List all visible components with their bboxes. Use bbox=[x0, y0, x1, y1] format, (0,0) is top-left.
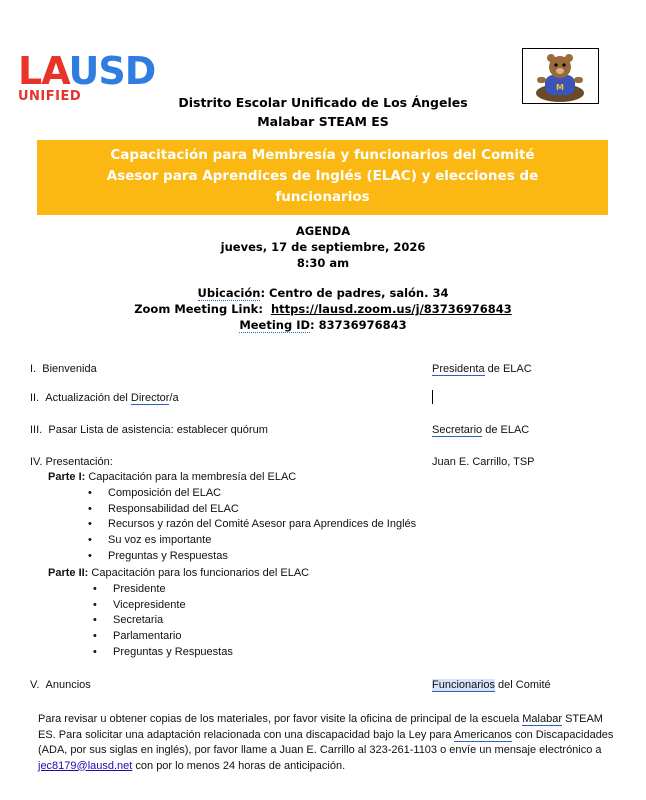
list-item: • Presidente bbox=[113, 583, 233, 599]
agenda-item-1: I. Bienvenida bbox=[30, 363, 97, 375]
banner-title: Capacitación para Membresía y funcionarios del Comité Asesor para Aprendices de Inglés (ELAC) y elecciones de funcionarios bbox=[106, 147, 539, 205]
agenda-item-4-responsible: Juan E. Carrillo, TSP bbox=[432, 456, 535, 468]
part1-heading: Parte I: Capacitación para la membresía del ELAC bbox=[48, 471, 297, 483]
meeting-id: Meeting ID: 83736976843 bbox=[239, 318, 407, 332]
zoom-link[interactable]: https://lausd.zoom.us/j/83736976843 bbox=[270, 302, 512, 316]
agenda-item-2: II. Actualización del Director/a bbox=[30, 392, 179, 404]
logo-unified: UNIFIED bbox=[18, 89, 82, 104]
list-item: • Parlamentario bbox=[113, 630, 233, 646]
list-item: • Composición del ELAC bbox=[108, 487, 416, 503]
part2-heading: Parte II: Capacitación para los funcionarios del ELAC bbox=[48, 567, 310, 579]
list-item: • Secretaria bbox=[113, 614, 233, 630]
agenda-item-5: V. Anuncios bbox=[30, 679, 91, 691]
part1-bullets bbox=[108, 487, 416, 565]
footer-paragraph: Para revisar u obtener copias de los materiales, por favor visite la oficina de principal de la escuela Malabar STEAM ES. Para solicitar una adaptación relacionada con una discapacidad bajo la Ley para Americanos con Discapacidades (ADA, por sus siglas en inglés), por favor llame a Juan E. Carrillo al 323-261-1103 o envíe un mensaje electrónico a jec8179@lausd.net con por lo menos 24 horas de anticipación. bbox=[38, 713, 614, 772]
school-name: Malabar STEAM ES bbox=[257, 114, 389, 129]
list-item: • Su voz es importante bbox=[108, 534, 416, 550]
contact-email-link[interactable]: jec8179@lausd.net bbox=[38, 759, 133, 772]
text-cursor bbox=[432, 390, 433, 404]
agenda-item-5-responsible: Funcionarios del Comité bbox=[432, 679, 551, 691]
agenda-item-4: IV. Presentación: bbox=[30, 456, 113, 468]
svg-text:M: M bbox=[556, 83, 564, 92]
part2-bullets bbox=[113, 583, 233, 661]
title-banner bbox=[37, 140, 608, 215]
agenda-heading: AGENDA bbox=[295, 224, 351, 238]
list-item: • Preguntas y Respuestas bbox=[113, 646, 233, 662]
list-item: • Responsabilidad del ELAC bbox=[108, 503, 416, 519]
logo-wordmark: LAUSD bbox=[18, 49, 156, 93]
meeting-time: 8:30 am bbox=[296, 256, 350, 270]
meeting-location: Ubicación: Centro de padres, salón. 34 bbox=[197, 286, 449, 300]
zoom-link-line: Zoom Meeting Link: https://lausd.zoom.us/j/83736976843 bbox=[134, 302, 512, 316]
agenda-item-3: III. Pasar Lista de asistencia: establecer quórum bbox=[30, 424, 268, 436]
district-name: Distrito Escolar Unificado de Los Ángeles bbox=[178, 95, 468, 110]
meeting-date: jueves, 17 de septiembre, 2026 bbox=[220, 240, 426, 254]
list-item: • Preguntas y Respuestas bbox=[108, 550, 416, 566]
list-item: • Recursos y razón del Comité Asesor para Aprendices de Inglés bbox=[108, 518, 416, 534]
agenda-item-1-responsible: Presidenta de ELAC bbox=[432, 363, 532, 375]
list-item: • Vicepresidente bbox=[113, 599, 233, 615]
agenda-item-3-responsible: Secretario de ELAC bbox=[432, 424, 530, 436]
